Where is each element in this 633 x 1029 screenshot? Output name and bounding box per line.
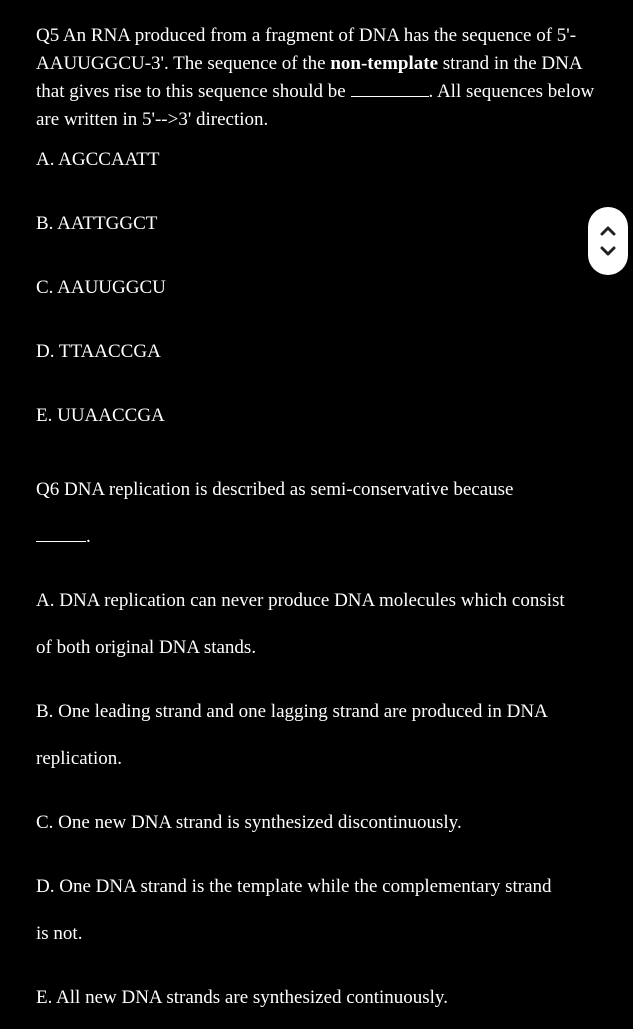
question-5-intro: Q5 An RNA produced from a fragment of DNA has the sequence of 5'-AAUUGGCU-3'. The sequence of the (36, 25, 577, 74)
question-5-option-d[interactable]: D. TTAACCGA (36, 341, 161, 362)
question-6-option-e[interactable]: E. All new DNA strands are synthesized continuously. (36, 987, 448, 1008)
question-6-text (36, 466, 596, 560)
chevron-down-icon[interactable] (598, 241, 618, 261)
question-5-emphasis: non-template (330, 53, 438, 74)
question-content (36, 22, 596, 1021)
question-5-text (36, 22, 596, 134)
question-6-intro: Q6 DNA replication is described as semi-conservative because (36, 479, 514, 500)
question-6-option-c[interactable]: C. One new DNA strand is synthesized discontinuously. (36, 812, 462, 833)
question-6-option-d[interactable]: D. One DNA strand is the template while the complementary strand is not. (36, 876, 552, 944)
answer-blank (351, 78, 429, 97)
question-5-option-a[interactable]: A. AGCCAATT (36, 149, 160, 170)
question-5-option-c[interactable]: C. AAUUGGCU (36, 277, 166, 298)
question-5-option-b[interactable]: B. AATTGGCT (36, 213, 158, 234)
question-6-option-a[interactable]: A. DNA replication can never produce DNA molecules which consist of both original DNA stands. (36, 590, 565, 658)
answer-blank (36, 523, 86, 542)
scroll-nav-toggle[interactable] (588, 207, 628, 275)
question-5-option-e[interactable]: E. UUAACCGA (36, 405, 165, 426)
chevron-up-icon[interactable] (598, 221, 618, 241)
question-6-end: . (86, 526, 91, 547)
question-6-option-b[interactable]: B. One leading strand and one lagging strand are produced in DNA replication. (36, 701, 547, 769)
question-5-middle: strand in the DNA that gives rise to this sequence should be (36, 53, 582, 102)
question-5-end: . All sequences below are written in 5'-->3' direction. (36, 81, 595, 130)
